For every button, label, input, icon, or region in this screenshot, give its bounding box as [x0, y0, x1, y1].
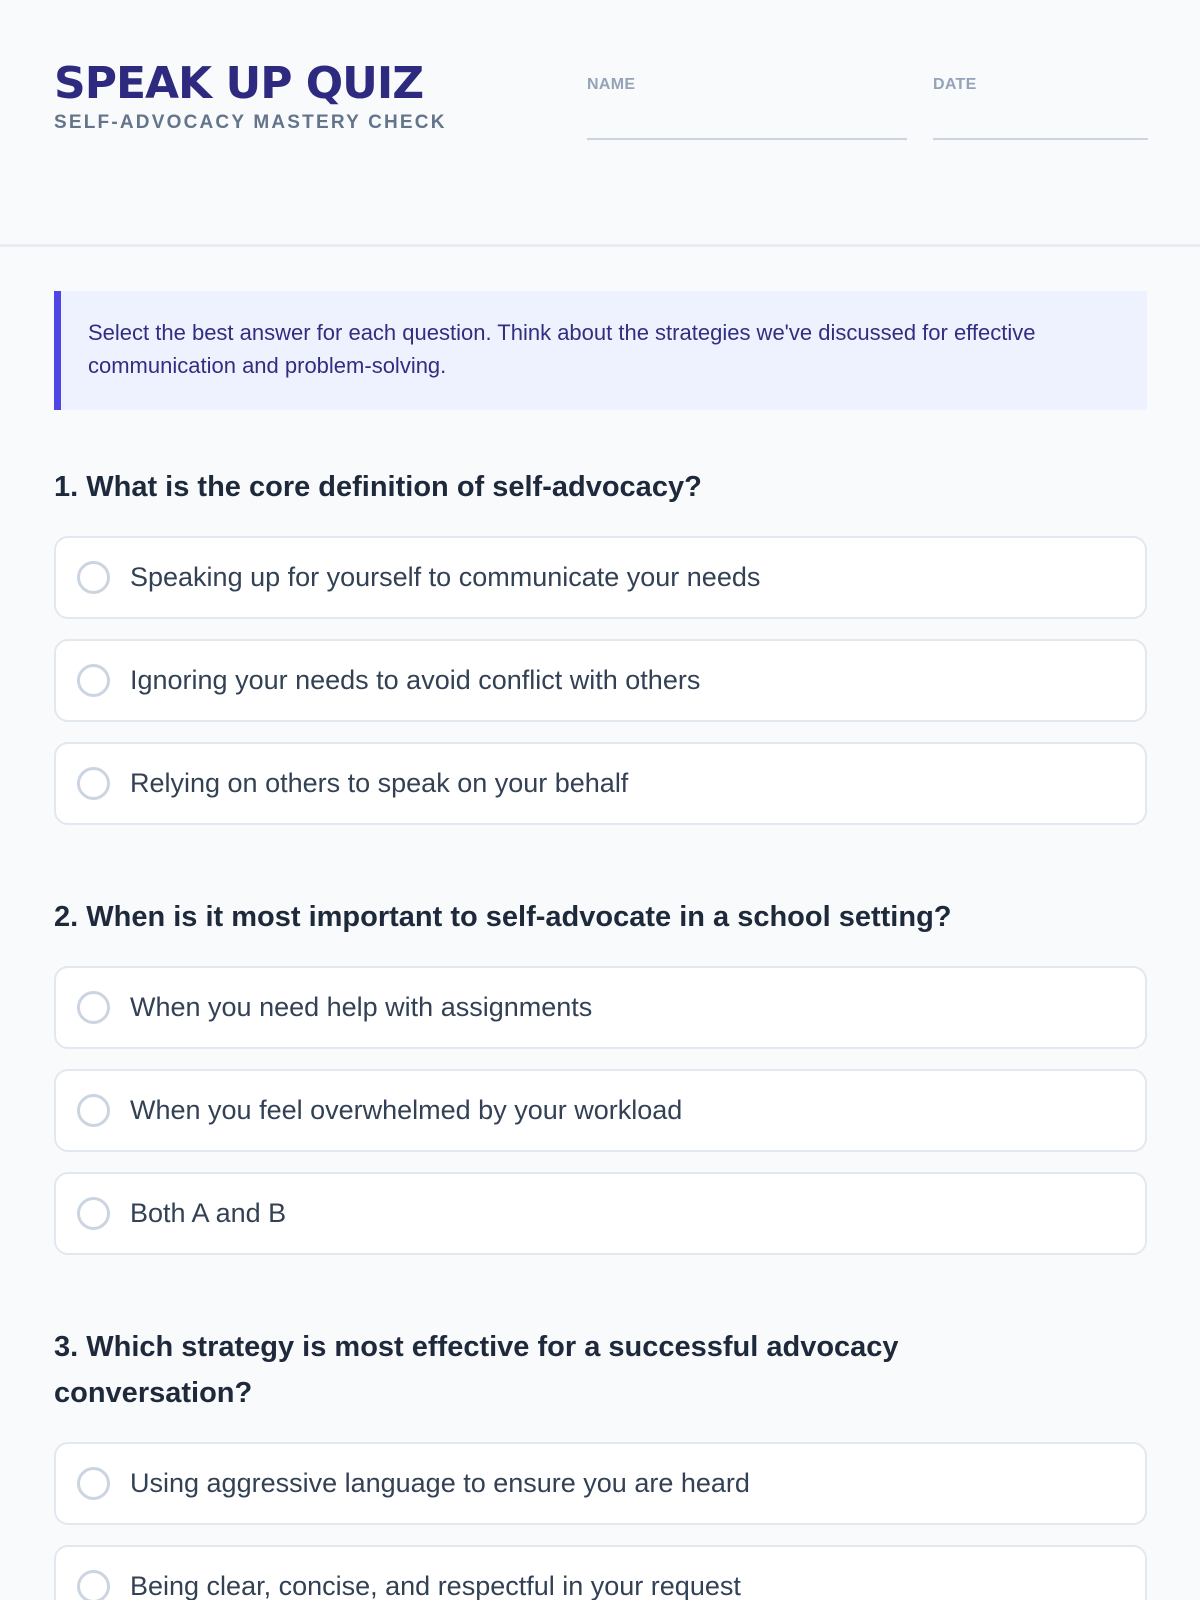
answer-option[interactable]: [54, 1442, 1147, 1525]
question-title: 2. When is it most important to self-advocate in a school setting?: [54, 901, 952, 933]
name-field: [587, 76, 907, 140]
radio-button[interactable]: [77, 767, 110, 800]
radio-button[interactable]: [77, 991, 110, 1024]
answer-option[interactable]: [54, 1545, 1147, 1600]
answer-option[interactable]: [54, 742, 1147, 825]
radio-button[interactable]: [77, 1467, 110, 1500]
answer-option-label: When you need help with assignments: [130, 992, 593, 1022]
question-title: 1. What is the core definition of self-advocacy?: [54, 471, 702, 503]
date-label: DATE: [933, 76, 977, 93]
answer-option-label: Relying on others to speak on your behalf: [130, 768, 629, 798]
instructions-callout: Select the best answer for each question. Think about the strategies we've discussed for effective communication and problem-solving.: [54, 291, 1147, 410]
radio-button[interactable]: [77, 664, 110, 697]
answer-option[interactable]: [54, 966, 1147, 1049]
answer-option[interactable]: [54, 1172, 1147, 1255]
quiz-title: SPEAK UP QUIZ: [54, 58, 424, 109]
answer-option-label: Ignoring your needs to avoid conflict with others: [130, 665, 701, 695]
date-input[interactable]: [933, 100, 1152, 132]
question-3: [54, 1324, 1147, 1600]
answer-option-label: Speaking up for yourself to communicate your needs: [130, 562, 761, 592]
radio-button[interactable]: [77, 1094, 110, 1127]
radio-button[interactable]: [77, 561, 110, 594]
answer-option-label: Using aggressive language to ensure you are heard: [130, 1468, 750, 1498]
answer-option[interactable]: [54, 639, 1147, 722]
name-label: NAME: [587, 76, 636, 93]
answer-option-label: Both A and B: [130, 1198, 287, 1228]
quiz-header: [0, 0, 1200, 247]
answer-option-label: Being clear, concise, and respectful in your request: [130, 1571, 741, 1600]
radio-button[interactable]: [77, 1570, 110, 1600]
radio-button[interactable]: [77, 1197, 110, 1230]
answer-option-label: When you feel overwhelmed by your workload: [130, 1095, 683, 1125]
question-2: [54, 894, 1147, 1275]
quiz-subtitle: SELF-ADVOCACY MASTERY CHECK: [54, 112, 447, 133]
answer-option[interactable]: [54, 536, 1147, 619]
date-field: [933, 76, 1148, 140]
answer-option[interactable]: [54, 1069, 1147, 1152]
name-input[interactable]: [587, 100, 911, 132]
question-title: 3. Which strategy is most effective for a successful advocacy conversation?: [54, 1331, 899, 1409]
question-1: [54, 464, 1147, 845]
brand-block: [54, 56, 447, 134]
